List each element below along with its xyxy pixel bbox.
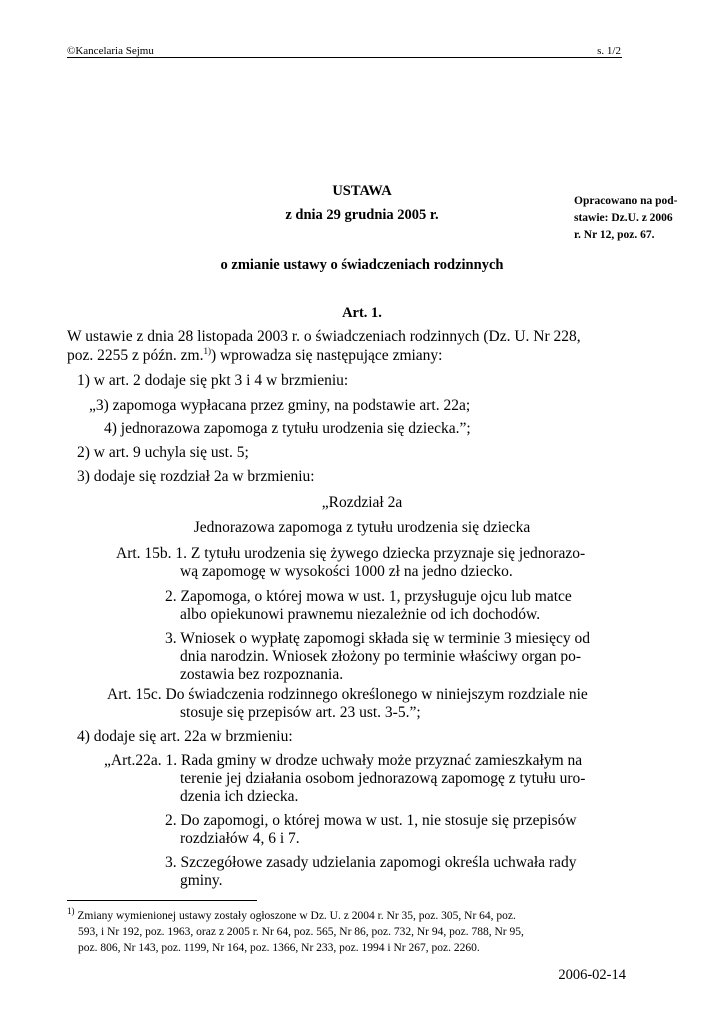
intro-text: poz. 2255 z późn. zm. <box>67 347 204 364</box>
point-1-item: „3) zapomoga wypłacana przez gminy, na podstawie art. 22a; <box>89 397 471 414</box>
header-rule <box>67 57 622 58</box>
art15b-line: dnia narodzin. Wniosek złożony po terminie właściwy organ po- <box>180 648 582 665</box>
footnote-rule <box>67 900 257 901</box>
point-3: 3) dodaje się rozdział 2a w brzmieniu: <box>77 468 315 485</box>
art22a-line: dzenia ich dziecka. <box>180 788 299 805</box>
document-title: USTAWA <box>332 183 392 199</box>
document-subject: o zmianie ustawy o świadczeniach rodzinnych <box>220 257 504 273</box>
side-note-line: stawie: Dz.U. z 2006 <box>574 212 673 224</box>
art15b-line: 2. Zapomoga, o której mowa w ust. 1, przysługuje ojcu lub matce <box>165 588 572 605</box>
article-heading: Art. 1. <box>342 305 382 321</box>
side-note-line: Opracowano na pod- <box>574 195 678 207</box>
footnote-line: 593, i Nr 192, poz. 1963, oraz z 2005 r. Nr 64, poz. 565, Nr 86, poz. 732, Nr 94, poz. 788, Nr 95, <box>78 926 524 938</box>
art15b-line: 3. Wniosek o wypłatę zapomogi składa się w terminie 3 miesięcy od <box>165 630 591 647</box>
header-left: ©Kancelaria Sejmu <box>67 45 154 57</box>
header-page-number: s. 1/2 <box>597 45 621 57</box>
document-date: z dnia 29 grudnia 2005 r. <box>285 207 439 223</box>
art22a-line: gminy. <box>180 872 223 889</box>
footer-date: 2006-02-14 <box>558 967 626 983</box>
art22a-line: rozdziałów 4, 6 i 7. <box>180 830 300 847</box>
art15b-line: wą zapomogę w wysokości 1000 zł na jedno dziecko. <box>180 563 513 580</box>
side-note-line: r. Nr 12, poz. 67. <box>574 229 655 241</box>
point-1: 1) w art. 2 dodaje się pkt 3 i 4 w brzmieniu: <box>77 372 349 389</box>
art22a-line: „Art.22a. 1. Rada gminy w drodze uchwały może przyznać zamieszkałym na <box>104 752 583 769</box>
point-4: 4) dodaje się art. 22a w brzmieniu: <box>77 728 293 745</box>
footnote-line <box>67 906 516 924</box>
chapter-title: Jednorazowa zapomoga z tytułu urodzenia się dziecka <box>193 519 531 536</box>
art15b-line: albo opiekunowi prawnemu niezależnie od ich dochodów. <box>180 606 541 623</box>
footnote-text: Zmiany wymienionej ustawy zostały ogłoszone w Dz. U. z 2004 r. Nr 35, poz. 305, Nr 64, poz. <box>77 910 516 922</box>
point-1-item: 4) jednorazowa zapomoga z tytułu urodzenia się dziecka.”; <box>104 420 471 437</box>
intro-text: ) wprowadza się następujące zmiany: <box>210 347 443 364</box>
art22a-line: 3. Szczegółowe zasady udzielania zapomogi określa uchwała rady <box>165 854 577 871</box>
art15c-line: stosuje się przepisów art. 23 ust. 3-5.”; <box>180 704 421 721</box>
footnote-ref: 1) <box>203 345 211 356</box>
art15b-line: Art. 15b. 1. Z tytułu urodzenia się żywego dziecka przyznaje się jednorazo- <box>116 545 586 562</box>
art22a-line: terenie jej działania osobom jednorazową zapomogę z tytułu uro- <box>180 770 586 787</box>
chapter-heading: „Rozdział 2a <box>321 494 403 511</box>
art22a-line: 2. Do zapomogi, o której mowa w ust. 1, nie stosuje się przepisów <box>165 812 577 829</box>
art15c-line: Art. 15c. Do świadczenia rodzinnego określonego w niniejszym rozdziale nie <box>107 686 588 703</box>
intro-line <box>67 347 443 365</box>
intro-line: W ustawie z dnia 28 listopada 2003 r. o świadczeniach rodzinnych (Dz. U. Nr 228, <box>67 328 581 345</box>
footnote-line: poz. 806, Nr 143, poz. 1199, Nr 164, poz. 1366, Nr 233, poz. 1994 i Nr 267, poz. 2260. <box>78 942 480 954</box>
point-2: 2) w art. 9 uchyla się ust. 5; <box>77 444 249 461</box>
footnote-mark: 1) <box>67 906 75 917</box>
art15b-line: zostawia bez rozpoznania. <box>180 666 344 683</box>
